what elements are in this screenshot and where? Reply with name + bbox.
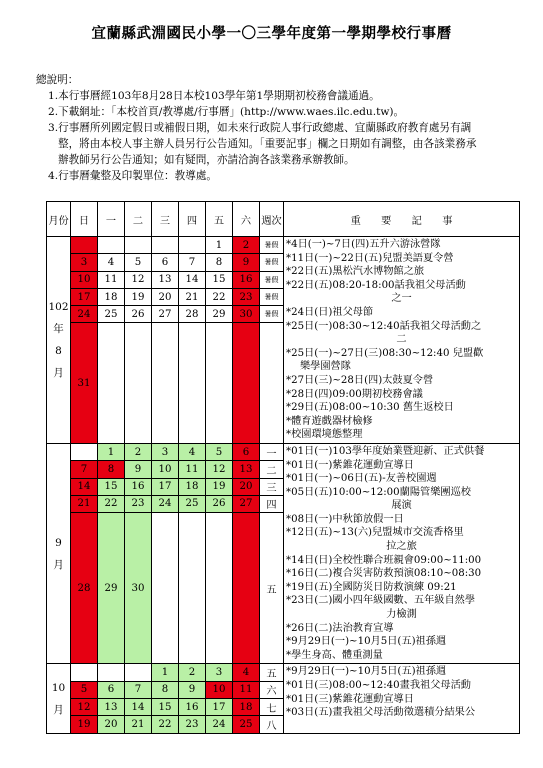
- header-mon: 一: [98, 202, 125, 237]
- day-cell: [179, 237, 206, 254]
- event-item: *03日(五)畫我祖父母活動徵選積分結果公: [286, 707, 476, 719]
- day-cell: 12: [125, 271, 152, 288]
- day-cell: 13: [233, 461, 260, 478]
- day-cell: 11: [179, 461, 206, 478]
- note-item-2: 2.下載網址：「本校首頁/教導處/行事曆」(http://www.waes.ilc.edu.tw)。: [48, 106, 405, 118]
- day-cell: 10: [206, 681, 233, 698]
- day-cell: 25: [233, 716, 260, 733]
- events-cell-oct: [284, 664, 520, 733]
- day-cell: [98, 323, 125, 443]
- note-item-3-cont1: 整，將由本校人事主辦人員另行公告通知。「重要記事」欄之日期如有調整，由各該業務承: [58, 138, 477, 150]
- day-cell: [206, 513, 233, 664]
- day-cell: 10: [71, 271, 98, 288]
- week-cell: 二: [260, 461, 284, 478]
- day-cell: 6: [98, 681, 125, 698]
- day-cell: 6: [233, 443, 260, 460]
- week-cell: 五: [260, 513, 284, 664]
- day-cell: 15: [152, 699, 179, 716]
- day-cell: 1: [206, 237, 233, 254]
- day-cell: [98, 664, 125, 681]
- month-label-part: 10: [51, 681, 66, 694]
- day-cell: [179, 323, 206, 443]
- event-item: *22日(五)08:20-18:00話我祖父母活動: [286, 279, 466, 291]
- day-cell: 16: [179, 699, 206, 716]
- day-cell: 18: [233, 699, 260, 716]
- event-item: *08日(一)中秋節放假一日: [286, 513, 404, 525]
- day-cell: 3: [206, 664, 233, 681]
- day-cell: 4: [179, 443, 206, 460]
- day-cell: [71, 443, 98, 460]
- event-item: *27日(三)~28日(四)太鼓夏令營: [286, 374, 434, 386]
- day-cell: [98, 237, 125, 254]
- day-cell: 20: [233, 478, 260, 495]
- week-cell: 暑假: [260, 254, 284, 271]
- day-cell: 29: [206, 306, 233, 323]
- event-item: *學生身高、體重測量: [286, 649, 383, 661]
- event-item: *9月29日(一)~10月5日(五)祖孫週: [286, 636, 447, 648]
- day-cell: 7: [125, 681, 152, 698]
- event-item-cont: 樂學園營隊: [300, 361, 351, 373]
- header-events: 重 要 記 事: [284, 202, 520, 237]
- event-item: *4日(一)~7日(四)五升六游泳營隊: [286, 239, 441, 250]
- week-cell: 七: [260, 699, 284, 716]
- day-cell: 25: [179, 495, 206, 512]
- page-title: 宜蘭縣武淵國民小學一〇三學年度第一學期學校行事曆: [91, 25, 452, 42]
- header-row: [47, 202, 520, 237]
- week-cell: 四: [260, 495, 284, 512]
- day-cell: 12: [206, 461, 233, 478]
- day-cell: 6: [152, 254, 179, 271]
- day-cell: 16: [233, 271, 260, 288]
- event-item: *16日(二)複合災害防救預演08:10~08:30: [286, 568, 482, 580]
- day-cell: 15: [206, 271, 233, 288]
- week-cell: 五: [260, 664, 284, 681]
- event-item: *11日(一)~22日(五)兒盟美語夏令營: [286, 252, 454, 264]
- day-cell: [125, 664, 152, 681]
- day-cell: 22: [206, 288, 233, 305]
- event-item-cont: 力檢測: [386, 609, 417, 621]
- day-cell: 17: [71, 288, 98, 305]
- day-cell: 5: [71, 681, 98, 698]
- day-cell: 30: [125, 513, 152, 664]
- day-cell: 7: [179, 254, 206, 271]
- event-item-cont: 二: [396, 334, 407, 346]
- day-cell: 11: [233, 681, 260, 698]
- day-cell: [152, 323, 179, 443]
- event-item: *01日(一)103學年度始業暨迎新、正式供餐: [286, 445, 485, 457]
- week-cell: [260, 323, 284, 443]
- day-cell: 17: [152, 478, 179, 495]
- day-cell: 9: [125, 461, 152, 478]
- event-item: *校園環境態整理: [286, 429, 363, 441]
- event-item: *26日(二)法治教育宣導: [286, 622, 394, 634]
- event-item: *19日(五)全國防災日防救演練 09:21: [286, 581, 457, 593]
- event-item: *14日(日)全校性聯合班親會09:00~11:00: [286, 554, 482, 566]
- day-cell: 9: [179, 681, 206, 698]
- month-label-part: 8: [55, 344, 62, 357]
- day-cell: 23: [233, 288, 260, 305]
- event-item-cont: 之一: [391, 293, 412, 305]
- month-label-part: 年: [53, 322, 64, 335]
- day-cell: 1: [98, 443, 125, 460]
- note-item-3: 3.行事曆所列國定假日或補假日期，如未來行政院人事行政總處、宜蘭縣政府教育處另有調: [48, 122, 472, 134]
- day-cell: 8: [206, 254, 233, 271]
- day-cell: [125, 237, 152, 254]
- event-item-cont: 拉之旅: [386, 541, 417, 553]
- day-cell: [152, 513, 179, 664]
- day-cell: 18: [179, 478, 206, 495]
- day-cell: 21: [179, 288, 206, 305]
- header-week: 週次: [260, 202, 284, 237]
- day-cell: 3: [152, 443, 179, 460]
- week-cell: 八: [260, 716, 284, 733]
- day-cell: 31: [71, 323, 98, 443]
- events-cell-sep: [284, 443, 520, 664]
- day-cell: 25: [98, 306, 125, 323]
- event-item-cont: 展演: [391, 500, 412, 512]
- day-cell: 3: [71, 254, 98, 271]
- day-cell: 24: [71, 306, 98, 323]
- day-cell: 9: [233, 254, 260, 271]
- day-cell: 19: [125, 288, 152, 305]
- day-cell: 14: [179, 271, 206, 288]
- day-cell: 10: [152, 461, 179, 478]
- week-cell: 暑假: [260, 271, 284, 288]
- day-cell: 17: [206, 699, 233, 716]
- day-cell: 2: [179, 664, 206, 681]
- day-cell: [71, 237, 98, 254]
- day-cell: 8: [98, 461, 125, 478]
- day-cell: [179, 513, 206, 664]
- event-item: *01日(三)紫錐花運動宣導日: [286, 693, 414, 705]
- day-cell: 19: [206, 478, 233, 495]
- month-cell-aug: [47, 237, 71, 444]
- day-cell: 26: [206, 495, 233, 512]
- table-row: [47, 237, 520, 254]
- day-cell: 5: [206, 443, 233, 460]
- day-cell: 2: [233, 237, 260, 254]
- day-cell: 22: [98, 495, 125, 512]
- event-item: *9月29日(一)~10月5日(五)祖孫週: [286, 666, 447, 678]
- event-item: *01日(三)08:00~12:40畫我祖父母活動: [286, 680, 471, 691]
- month-cell-oct: [47, 664, 71, 733]
- day-cell: 20: [152, 288, 179, 305]
- event-item: *22日(五)黑松汽水博物館之旅: [286, 266, 425, 278]
- day-cell: 28: [71, 513, 98, 664]
- day-cell: 14: [125, 699, 152, 716]
- week-cell: 三: [260, 478, 284, 495]
- table-row: [47, 443, 520, 460]
- calendar-table: [46, 201, 520, 734]
- month-cell-sep: [47, 443, 71, 664]
- header-sat: 六: [233, 202, 260, 237]
- day-cell: 16: [125, 478, 152, 495]
- month-label-part: 月: [53, 703, 64, 716]
- note-item-4: 4.行事曆彙整及印製單位：教導處。: [48, 170, 218, 182]
- day-cell: 21: [125, 716, 152, 733]
- event-item: *25日(一)~27日(三)08:30~12:40 兒盟歡: [286, 347, 484, 359]
- header-wed: 三: [152, 202, 179, 237]
- day-cell: 7: [71, 461, 98, 478]
- event-item: *25日(一)08:30~12:40話我祖父母活動之: [286, 320, 482, 332]
- day-cell: 4: [98, 254, 125, 271]
- day-cell: 11: [98, 271, 125, 288]
- day-cell: 15: [98, 478, 125, 495]
- week-cell: 暑假: [260, 288, 284, 305]
- day-cell: 13: [152, 271, 179, 288]
- day-cell: 1: [152, 664, 179, 681]
- day-cell: 8: [152, 681, 179, 698]
- general-notes: [36, 72, 536, 184]
- event-item: *05日(五)10:00~12:00蘭陽管樂團巡校: [286, 486, 471, 498]
- month-label-part: 月: [53, 366, 64, 379]
- day-cell: 12: [71, 699, 98, 716]
- event-item: *29日(五)08:00~10:30 舊生返校日: [286, 402, 454, 414]
- month-label-part: 月: [53, 558, 64, 571]
- day-cell: 22: [152, 716, 179, 733]
- month-label-part: 9: [55, 536, 62, 549]
- day-cell: 23: [179, 716, 206, 733]
- day-cell: [206, 323, 233, 443]
- day-cell: 13: [98, 699, 125, 716]
- event-item: *28日(四)09:00期初校務會議: [286, 388, 423, 400]
- day-cell: 23: [125, 495, 152, 512]
- day-cell: [125, 323, 152, 443]
- day-cell: 4: [233, 664, 260, 681]
- event-item: *01日(一)~06日(五)-友善校園週: [286, 473, 437, 485]
- day-cell: 24: [152, 495, 179, 512]
- event-item: *24日(日)祖父母節: [286, 306, 374, 318]
- event-item: *23日(二)國小四年級國數、五年級自然學: [286, 595, 476, 607]
- day-cell: [233, 513, 260, 664]
- day-cell: [152, 237, 179, 254]
- event-item: *12日(五)~13(六)兒盟城市交流香格里: [286, 527, 464, 539]
- day-cell: 5: [125, 254, 152, 271]
- header-sun: 日: [71, 202, 98, 237]
- day-cell: [71, 664, 98, 681]
- day-cell: 29: [98, 513, 125, 664]
- note-item-3-cont2: 辦教師另行公告通知；如有疑問，亦請洽詢各該業務承辦教師。: [58, 154, 355, 166]
- note-item-1: 1.本行事曆經103年8月28日本校103學年第1學期期初校務會議通過。: [48, 90, 380, 102]
- day-cell: 18: [98, 288, 125, 305]
- month-label-part: 102: [48, 300, 69, 313]
- day-cell: 14: [71, 478, 98, 495]
- day-cell: 20: [98, 716, 125, 733]
- week-cell: 暑假: [260, 237, 284, 254]
- day-cell: 24: [206, 716, 233, 733]
- day-cell: 19: [71, 716, 98, 733]
- week-cell: 一: [260, 443, 284, 460]
- header-month: 月份: [47, 202, 71, 237]
- day-cell: 27: [233, 495, 260, 512]
- week-cell: 六: [260, 681, 284, 698]
- day-cell: 21: [71, 495, 98, 512]
- event-item: *體育遊戲器材檢修: [286, 415, 373, 427]
- event-item: *01日(一)紫錐花運動宣導日: [286, 459, 414, 471]
- header-tue: 二: [125, 202, 152, 237]
- header-thu: 四: [179, 202, 206, 237]
- day-cell: 27: [152, 306, 179, 323]
- notes-heading: 總說明：: [36, 74, 79, 86]
- week-cell: 暑假: [260, 306, 284, 323]
- day-cell: 28: [179, 306, 206, 323]
- day-cell: 30: [233, 306, 260, 323]
- day-cell: 2: [125, 443, 152, 460]
- header-fri: 五: [206, 202, 233, 237]
- day-cell: [233, 323, 260, 443]
- table-row: [47, 664, 520, 681]
- day-cell: 26: [125, 306, 152, 323]
- events-cell-aug: [284, 237, 520, 444]
